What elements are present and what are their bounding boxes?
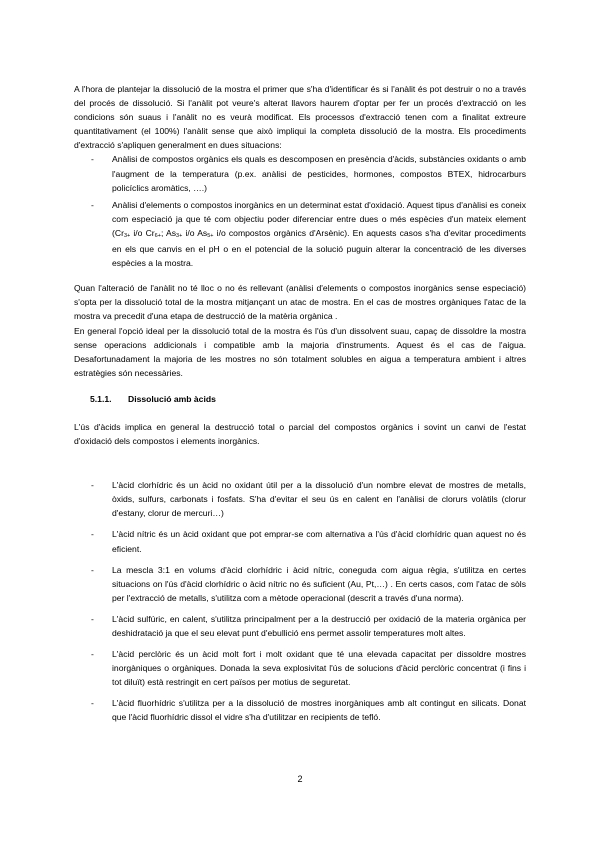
section-number: 5.1.1. (90, 393, 112, 404)
list-item: - L'àcid nítric és un àcid oxidant que pot emprar-se com alternativa a l'ús d'àcid clorhídric quan aquest no és eficient. (74, 527, 526, 555)
list-item: - L'àcid fluorhídric s'utilitza per a la dissolució de mostres inorgàniques amb alt contingut en silicats. Donat que l'àcid fluorhídric dissol el vidre s'ha d'utilitzar en recipients de tefló. (74, 696, 526, 724)
total-dissolution-paragraph: Quan l'alteració de l'anàlit no té lloc o no és rellevant (anàlisi d'elements o compostos inorgànics sense especiació) s'opta per la dissolució total de la mostra mitjançant un atac de mostra. En el cas de mostres orgàniques l'atac de la mostra va precedit d'una etapa de destrucció de la matèria orgànica . (74, 283, 526, 322)
acids-list (74, 478, 526, 724)
solvent-paragraph: En general l'opció ideal per la dissolució total de la mostra és l'ús d'un dissolvent suau, capaç de dissoldre la mostra sense operacions addicionals i compatible amb la majoria d'instruments. Aquest és el cas de l'aigua. Desafortunadament la majoria de les mostres no són totalment solubles en aigua a temperatura ambient i altres estratègies són necessàries. (74, 325, 526, 378)
page-number: 2 (297, 774, 303, 784)
list-item: - Anàlisi d'elements o compostos inorgànics en un determinat estat d'oxidació. Aquest tipus d'anàlisi es coneix com especiació ja que té com objectiu poder diferenciar entre dues o més espècies d'un mateix element ($Cr_{3+}$ i/o $Cr_{6+}$; $As_{3+}$ i/o $As_{5+}$ i/o compostos orgànics d'Arsènic). En aquests casos s'ha d'evitar procediments en els que canvis en el pH o en el potencial de la solució puguin alterar la concentració de les diverses espècies a la mostra. (74, 198, 526, 270)
list-item: - Anàlisi de compostos orgànics els quals es descomposen en presència d'àcids, substàncies oxidants o amb l'augment de la temperatura (p.ex. anàlisi de pesticides, hormones, compostos BTEX, hidrocarburs policíclics aromàtics, ….) (74, 152, 526, 194)
section-heading (74, 392, 526, 406)
list-item: - L'àcid perclòric és un àcid molt fort i molt oxidant que té una elevada capacitat per dissoldre mostres inorgàniques o orgàniques. Donada la seva explosivitat l'ús de solucions d'àcid perclòric concentrat (i fins i tot diluït) està restringit en cert països per motius de seguretat. (74, 647, 526, 689)
intro-paragraph: A l'hora de plantejar la dissolució de la mostra el primer que s'ha d'identificar és si l'anàlit és pot destruir o no a través del procés de dissolució. Si l'anàlit pot veure's alterat llavors haurem d'optar per fer un procés d'extracció on les condicions són suaus i l'anàlit no es veurà modificat. Els processos d'extracció tenen com a finalitat extreure quantitativament (el 100%) l'anàlit sense que això impliqui la completa dissolució de la mostra. Els procediments d'extracció s'apliquen generalment en dues situacions: (74, 84, 526, 151)
extraction-situations-list (74, 152, 526, 270)
section-title: Dissolució amb àcids (128, 393, 216, 404)
acids-intro-paragraph: L'ús d'àcids implica en general la destrucció total o parcial del compostos orgànics i sovint un canvi de l'estat d'oxidació dels compostos i elements inorgànics. (74, 421, 526, 447)
list-item: - La mescla 3:1 en volums d'àcid clorhídric i àcid nítric, coneguda com aigua règia, s'utilitza en certes situacions on l'ús d'àcid clorhídric o àcid nítric no és suficient (Au, Pt,…) . En certs casos, com l'atac de sòls per l'extracció de metalls, s'utilitza com a mètode operacional (descrit a través d'una norma). (74, 563, 526, 605)
page-content (74, 82, 526, 732)
list-item: - L'àcid clorhídric és un àcid no oxidant útil per a la dissolució d'un nombre elevat de mostres de metalls, òxids, sulfurs, carbonats i fosfats. S'ha d'evitar el seu ús en calent en l'anàlisi de clorurs volàtils (clorur d'estany, clorur de mercuri…) (74, 478, 526, 520)
list-item: - L'àcid sulfúric, en calent, s'utilitza principalment per a la destrucció per oxidació de la materia orgànica per deshidratació ja que el seu elevat punt d'ebullició ens permet assolir temperatures molt altes. (74, 612, 526, 640)
